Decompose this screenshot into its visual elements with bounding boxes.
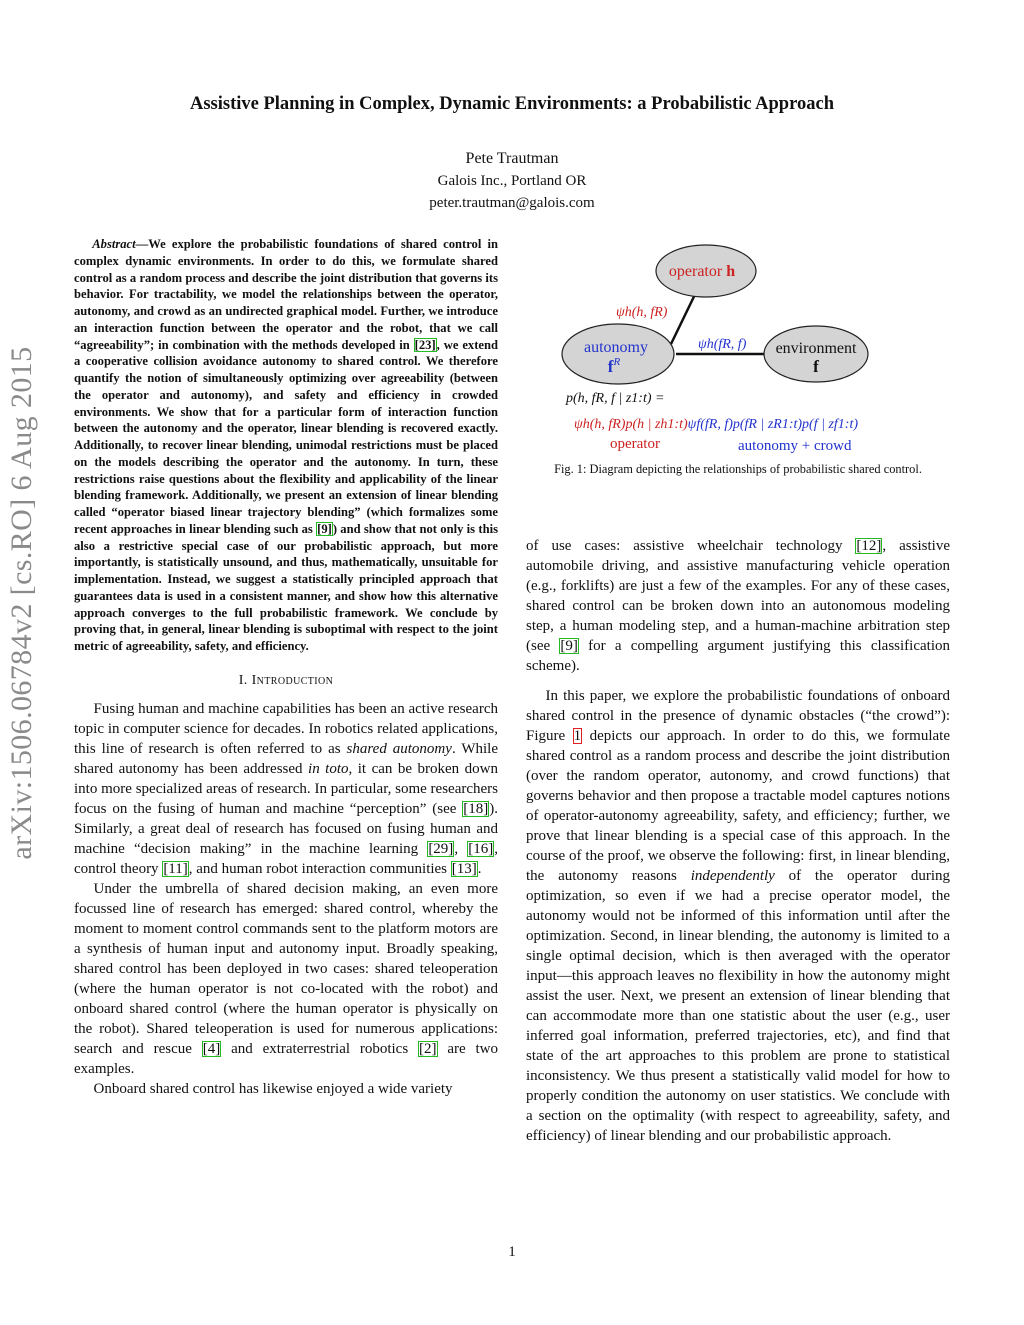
citation-link[interactable]: [4]: [202, 1040, 221, 1057]
citation-link[interactable]: [11]: [163, 860, 188, 877]
intro-paragraph-1: [74, 699, 498, 879]
emphasis: shared autonomy: [346, 740, 452, 757]
text: .: [477, 860, 482, 877]
text: In this paper, we explore the probabilistic foundations of onboard shared control in the presence of dynamic obstacles (“the crowd”): Figure: [526, 688, 950, 744]
text: , and human robot interaction communities: [188, 860, 451, 877]
figure-diagram: [526, 236, 950, 466]
abstract: [74, 236, 498, 655]
page-number: 1: [508, 1244, 516, 1260]
author-email: peter.trautman@galois.com: [429, 195, 595, 211]
text: . While shared autonomy has been addressed: [74, 740, 499, 777]
operator-node-label: operator h: [668, 263, 736, 280]
citation-link[interactable]: [18]: [463, 800, 489, 817]
emphasis: in toto: [308, 760, 349, 777]
autonomy-node-label: autonomy: [584, 339, 648, 356]
citation-link[interactable]: [16]: [468, 840, 494, 857]
section-number: I.: [238, 672, 248, 688]
author-name: Pete Trautman: [465, 150, 559, 167]
section-title: Introduction: [251, 672, 334, 688]
emphasis: independently: [690, 868, 775, 884]
equation-lhs: p(h, fR, f | z1:t) =: [566, 391, 665, 406]
text: , it can be broken down into more specialized areas of research. In particular, some researchers focus on the fusing of human and machine “perception” (see: [74, 760, 498, 817]
abstract-text: , we extend a cooperative collision avoidance autonomy to shared control. We therefore quantify the notion of simultaneously optimizing over agreeability (between the operator and autonomy), and safety and efficiency in crowded environments. We show that for a particular form of interaction function between the autonomy and the operator, linear blending is recovered exactly. Additionally, to recover linear blending, unimodal restrictions must be placed on the models describing the operator and the autonomy. In turn, these restrictions raise questions about the flexibility and applicability of the linear blending framework. Additionally, we present an extension of linear blending called “operator biased linear trajectory blending” (which formalizes some recent approaches in linear blending such as: [74, 337, 499, 536]
author-block: [262, 148, 762, 214]
figure-ref-link[interactable]: 1: [573, 728, 582, 744]
text: depicts our approach. In order to do this, we formulate shared control as a random process and describe the joint distribution (over the random operator, autonomy, and crowd functions) that governs behavior and then propose a tractable model captures notions of operator-autonomy agreeability, safety, and efficiency; further, we prove that linear blending is a special case of this approach. In the course of the proof, we observe the following: first, in linear blending, the autonomy reasons: [526, 728, 951, 884]
citation-link[interactable]: [12]: [856, 538, 882, 554]
intro-paragraph-3-cont: [526, 536, 950, 676]
abstract-text: ) and show that not only is this also a restrictive special case of our probabilistic approach, but more importantly, is statistically unsound, and thus, mathematically, unsuitable for implementation. Instead, we suggest a statistically principled approach that guarantees data is used in a consistent manner, and show how this alternative approach converges to the full probabilistic framework. We conclude by proving that, in general, linear blending is suboptimal with respect to the joint metric of agreeability, safety, and efficiency.: [74, 521, 498, 653]
citation-link[interactable]: [9]: [317, 521, 332, 536]
text: ,: [454, 840, 468, 857]
text: , assistive automobile driving, and assistive manufacturing vehicle operation (e.g., forklifts) are just a few of the examples. For any of these cases, shared control can be broken down into an autonomous modeling step, a human modeling step, and a human-machine arbitration step (see: [526, 538, 950, 654]
intro-paragraph-3: Onboard shared control has likewise enjoyed a wide variety: [93, 1080, 453, 1097]
environment-node-label: environment: [775, 340, 857, 357]
citation-link[interactable]: [29]: [428, 840, 454, 857]
text: Fusing human and machine capabilities has been an active research topic in computer science for decades. In robotics related applications, this line of research is often referred to as: [74, 700, 498, 757]
figure-caption: Fig. 1: Diagram depicting the relationships of probabilistic shared control.: [554, 462, 922, 476]
citation-link[interactable]: [13]: [451, 860, 477, 877]
citation-link[interactable]: [9]: [560, 638, 578, 654]
edge-label-autonomy-environment: ψh(fR, f): [698, 337, 747, 352]
text: of use cases: assistive wheelchair technology: [526, 538, 856, 554]
text: Under the umbrella of shared decision making, an even more focussed line of research has emerged: shared control, whereby the moment to moment control commands sent to the platform motors are a synthesis of human input and autonomy input. Broadly speaking, shared control has been deployed in two cases: shared teleoperation (where the human operator is not co-located with the robot) and onboard shared control (where the human operator is physically on the robot). Shared teleoperation is used for numerous applications: search and rescue: [74, 880, 498, 1057]
text: are two examples.: [74, 1040, 498, 1077]
text: of the operator during optimization, so even if we had a precise operator model, the autonomy would not be informed of this information until after the optimization. Second, in linear blending, the autonomy is limited to a single optimal decision, which is then averaged with the operator input—this approach leaves no flexibility in how the autonomy might assist the user. Next, we present an extension of linear blending that can accommodate more than one statistic about the user (e.g., user inferred goal information, preferred trajectories, etc), and find that state of the art approaches to this problem are prone to statistical inconsistency. We thus present a statistically valid model for how to properly condition the autonomy on user statistics. We conclude with a section on the optimality (with respect to agreeability, safety, and efficiency) of linear blending and our probabilistic approach.: [526, 868, 950, 1144]
author-affiliation: Galois Inc., Portland OR: [437, 173, 587, 189]
right-column: [526, 536, 950, 1146]
text: ). Similarly, a great deal of research has focused on fusing human and machine “decision making” in the machine learning: [74, 800, 498, 857]
edge-label-operator-autonomy: ψh(h, fR): [616, 305, 668, 320]
abstract-label: Abstract: [92, 237, 136, 251]
text: for a compelling argument justifying this classification scheme).: [526, 638, 950, 674]
arxiv-stamp: arXiv:1506.06784v2 [cs.RO] 6 Aug 2015: [5, 346, 38, 860]
section-heading: [74, 673, 498, 689]
intro-paragraph-2: [74, 879, 498, 1079]
equation-rhs: ψh(h, fR)p(h | zh1:t)ψf(fR, f)p(fR | zR1:t)p(f | zf1:t): [574, 417, 858, 432]
environment-node-symbol: f: [813, 357, 819, 376]
paper-title: Assistive Planning in Complex, Dynamic Environments: a Probabilistic Approach: [190, 94, 834, 114]
citation-link[interactable]: [2]: [419, 1040, 437, 1057]
autonomy-node-symbol: $f^R$: [607, 356, 621, 376]
left-column: [74, 236, 498, 1099]
equation-label-autonomy-crowd: autonomy + crowd: [738, 438, 852, 454]
citation-link[interactable]: [23]: [414, 337, 436, 352]
figure-1: [526, 236, 950, 496]
abstract-text: —We explore the probabilistic foundations of shared control in complex dynamic environments. In order to do this, we formulate shared control as a random process and describe the joint distribution that governs its behavior. For tractability, we model the relationships between the operator, autonomy, and crowd as an undirected graphical model. Further, we introduce an interaction function between the operator and the robot, that we call “agreeability”; in combination with the methods developed in: [74, 237, 498, 352]
text: and extraterrestrial robotics: [221, 1040, 419, 1057]
equation-label-operator: operator: [610, 436, 660, 452]
text: , control theory: [74, 840, 498, 877]
intro-paragraph-4: [526, 686, 950, 1146]
